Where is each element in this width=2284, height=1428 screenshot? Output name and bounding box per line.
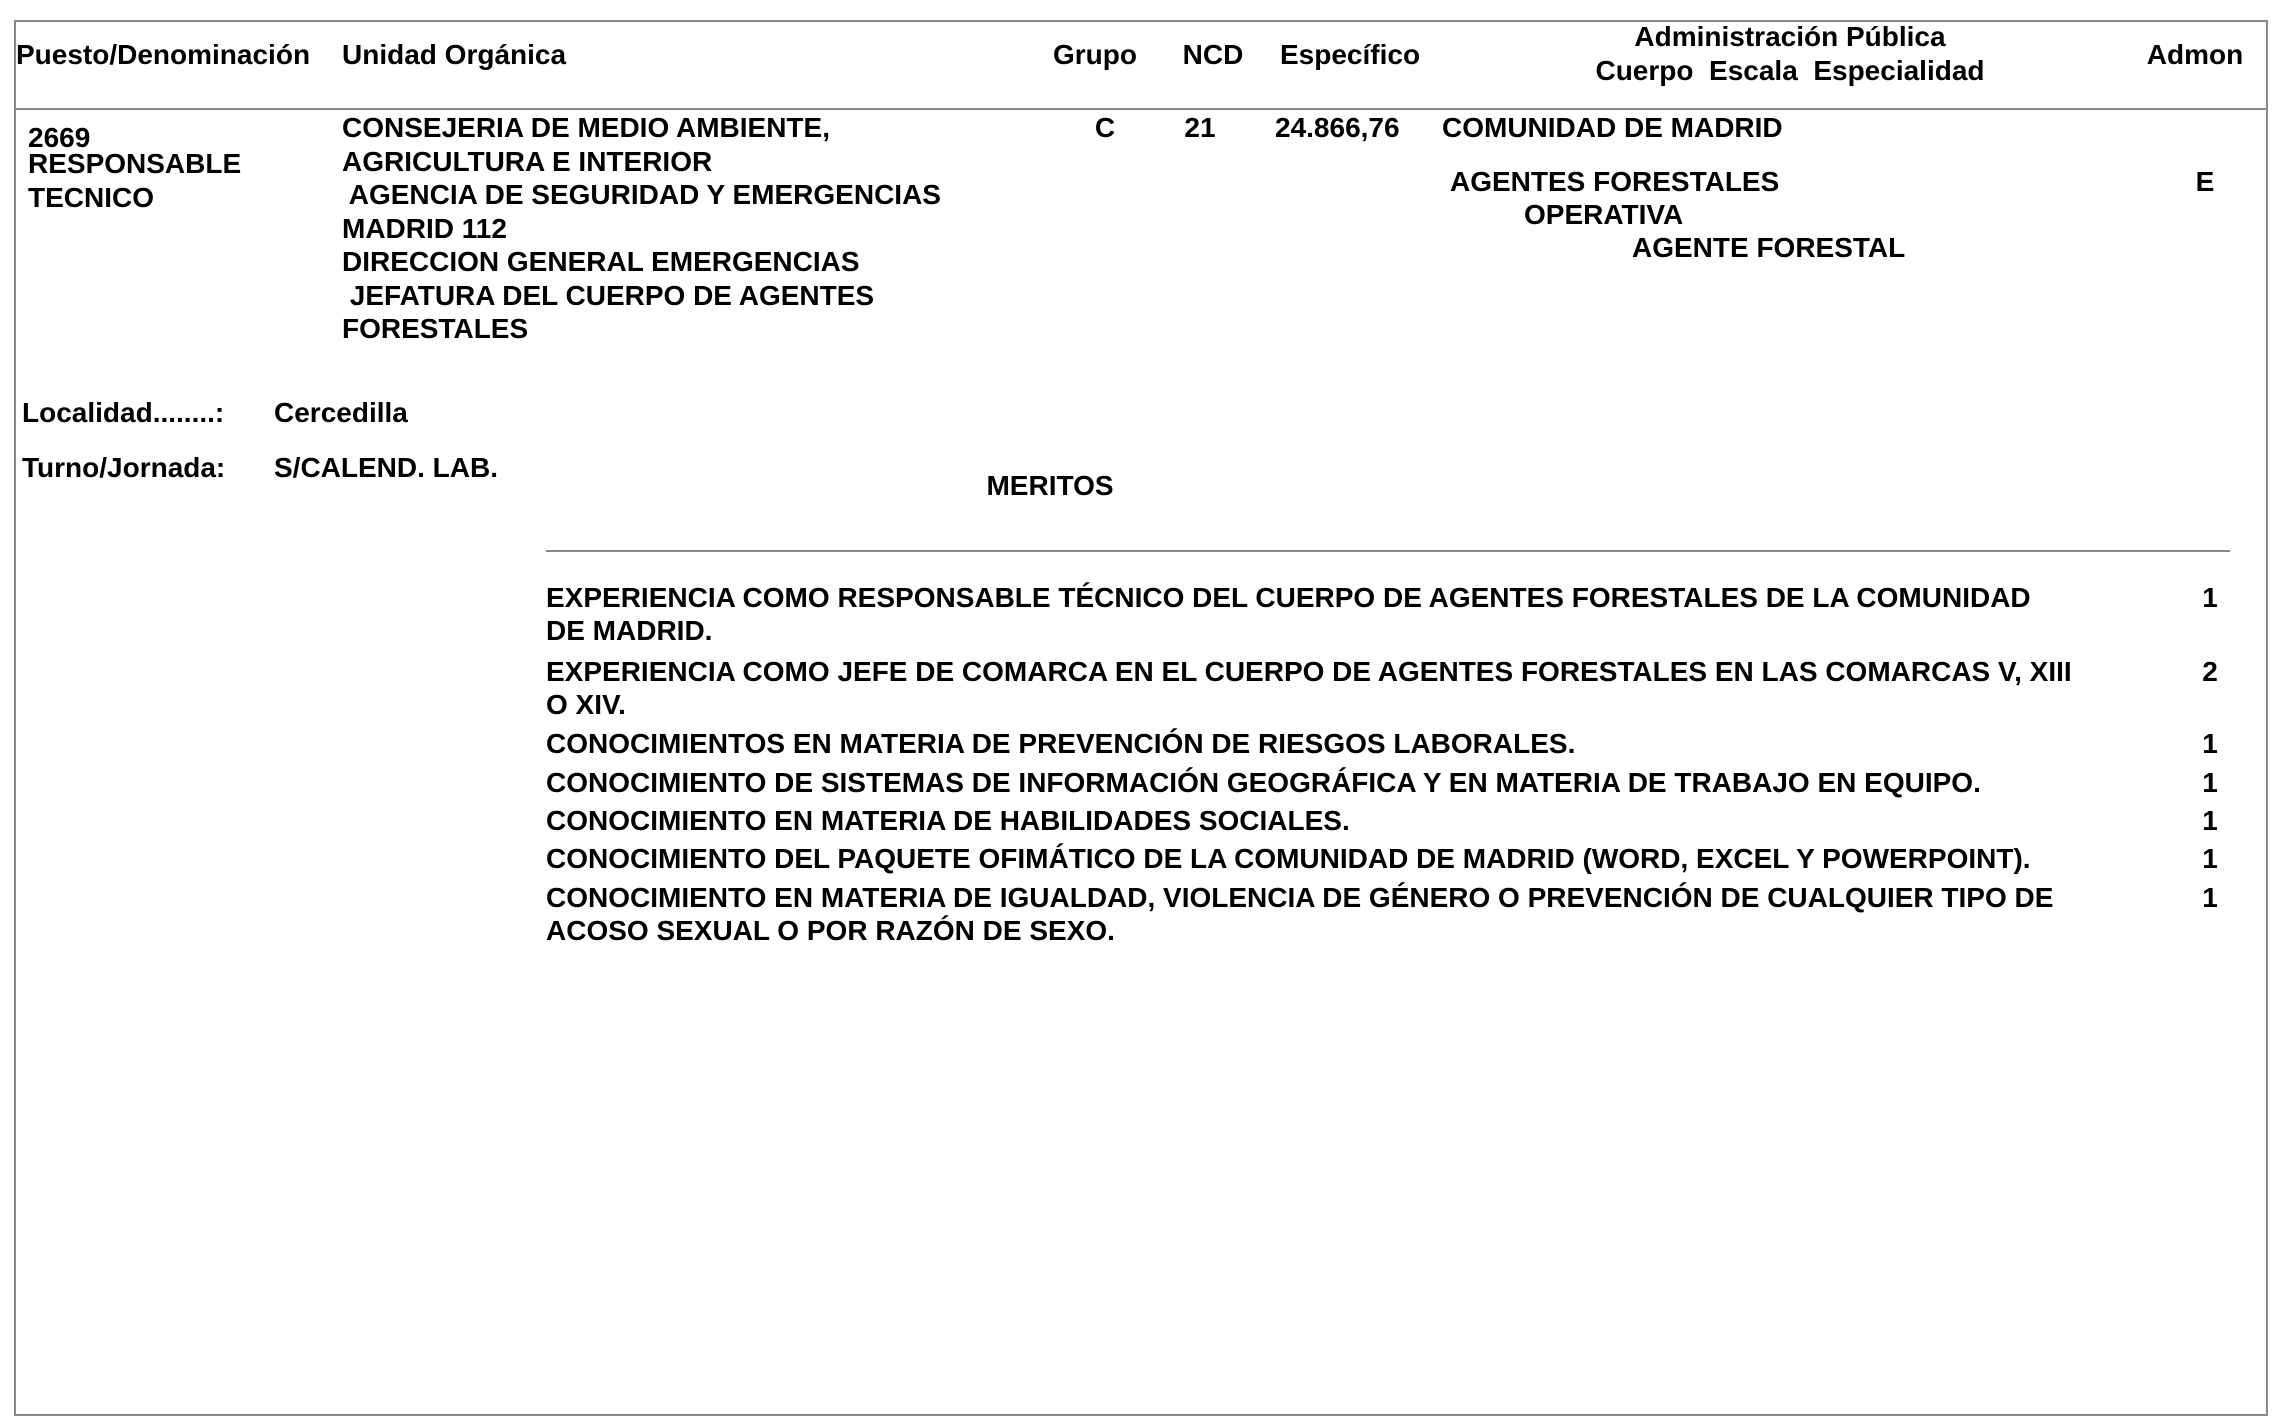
unidad-line: JEFATURA DEL CUERPO DE AGENTES <box>342 280 875 311</box>
merito-text: EXPERIENCIA COMO JEFE DE COMARCA EN EL CUERPO DE AGENTES FORESTALES EN LAS COMARCAS V, XIII O XIV. <box>546 656 2072 720</box>
record-administracion: COMUNIDAD DE MADRID <box>1442 112 1783 143</box>
record-admon: E <box>2195 166 2215 197</box>
merito-score: 1 <box>2202 728 2218 759</box>
header-administracion-publica: Administración Pública <box>1634 21 1946 52</box>
unidad-line: AGRICULTURA E INTERIOR <box>342 146 713 177</box>
header-ncd: NCD <box>1182 39 1244 70</box>
merito-text: EXPERIENCIA COMO RESPONSABLE TÉCNICO DEL CUERPO DE AGENTES FORESTALES DE LA COMUNIDAD DE MADRID. <box>546 582 2031 646</box>
merito-text: CONOCIMIENTO DEL PAQUETE OFIMÁTICO DE LA COMUNIDAD DE MADRID (WORD, EXCEL Y POWERPOINT). <box>546 843 2031 874</box>
unidad-line: MADRID 112 <box>342 213 507 244</box>
puesto-number: 2669 <box>28 122 91 153</box>
record-escala: OPERATIVA <box>1524 199 1684 230</box>
header-unidad: Unidad Orgánica <box>342 39 567 70</box>
merito-text: CONOCIMIENTO EN MATERIA DE IGUALDAD, VIOLENCIA DE GÉNERO O PREVENCIÓN DE CUALQUIER TIPO DE ACOSO SEXUAL O POR RAZÓN DE SEXO. <box>546 882 2054 946</box>
meritos-title: MERITOS <box>986 470 1114 501</box>
merito-text: CONOCIMIENTO DE SISTEMAS DE INFORMACIÓN GEOGRÁFICA Y EN MATERIA DE TRABAJO EN EQUIPO. <box>546 767 1981 798</box>
merito-text: CONOCIMIENTOS EN MATERIA DE PREVENCIÓN DE RIESGOS LABORALES. <box>546 728 1576 759</box>
header-admon: Admon <box>2146 39 2244 70</box>
record-especifico: 24.866,76 <box>1275 112 1400 143</box>
localidad-value: Cercedilla <box>274 397 408 428</box>
turno-label: Turno/Jornada: <box>22 452 226 483</box>
merito-score: 2 <box>2202 656 2218 687</box>
record-cuerpo: AGENTES FORESTALES <box>1450 166 1780 197</box>
localidad-label: Localidad........: <box>22 397 225 428</box>
unidad-line: DIRECCION GENERAL EMERGENCIAS <box>342 246 860 277</box>
merito-text: CONOCIMIENTO EN MATERIA DE HABILIDADES SOCIALES. <box>546 805 1350 836</box>
header-grupo: Grupo <box>1053 39 1137 70</box>
header-divider <box>14 108 2268 110</box>
unidad-line: CONSEJERIA DE MEDIO AMBIENTE, <box>342 112 830 143</box>
merito-score: 1 <box>2202 582 2218 613</box>
puesto-denominacion-2: TECNICO <box>28 182 154 213</box>
merito-score: 1 <box>2202 805 2218 836</box>
header-puesto: Puesto/Denominación <box>16 39 311 70</box>
merito-score: 1 <box>2202 882 2218 913</box>
puesto-denominacion-1: RESPONSABLE <box>28 148 242 179</box>
header-cuerpo-escala: Cuerpo Escala Especialidad <box>1595 55 1985 86</box>
unidad-line: AGENCIA DE SEGURIDAD Y EMERGENCIAS <box>342 179 941 210</box>
merito-score: 1 <box>2202 767 2218 798</box>
header-especifico: Específico <box>1280 39 1421 70</box>
record-especialidad: AGENTE FORESTAL <box>1632 232 1906 263</box>
turno-value: S/CALEND. LAB. <box>274 452 498 483</box>
merito-score: 1 <box>2202 843 2218 874</box>
unidad-line: FORESTALES <box>342 313 529 344</box>
record-ncd: 21 <box>1184 112 1216 143</box>
meritos-divider <box>546 550 2230 552</box>
record-grupo: C <box>1094 112 1116 143</box>
